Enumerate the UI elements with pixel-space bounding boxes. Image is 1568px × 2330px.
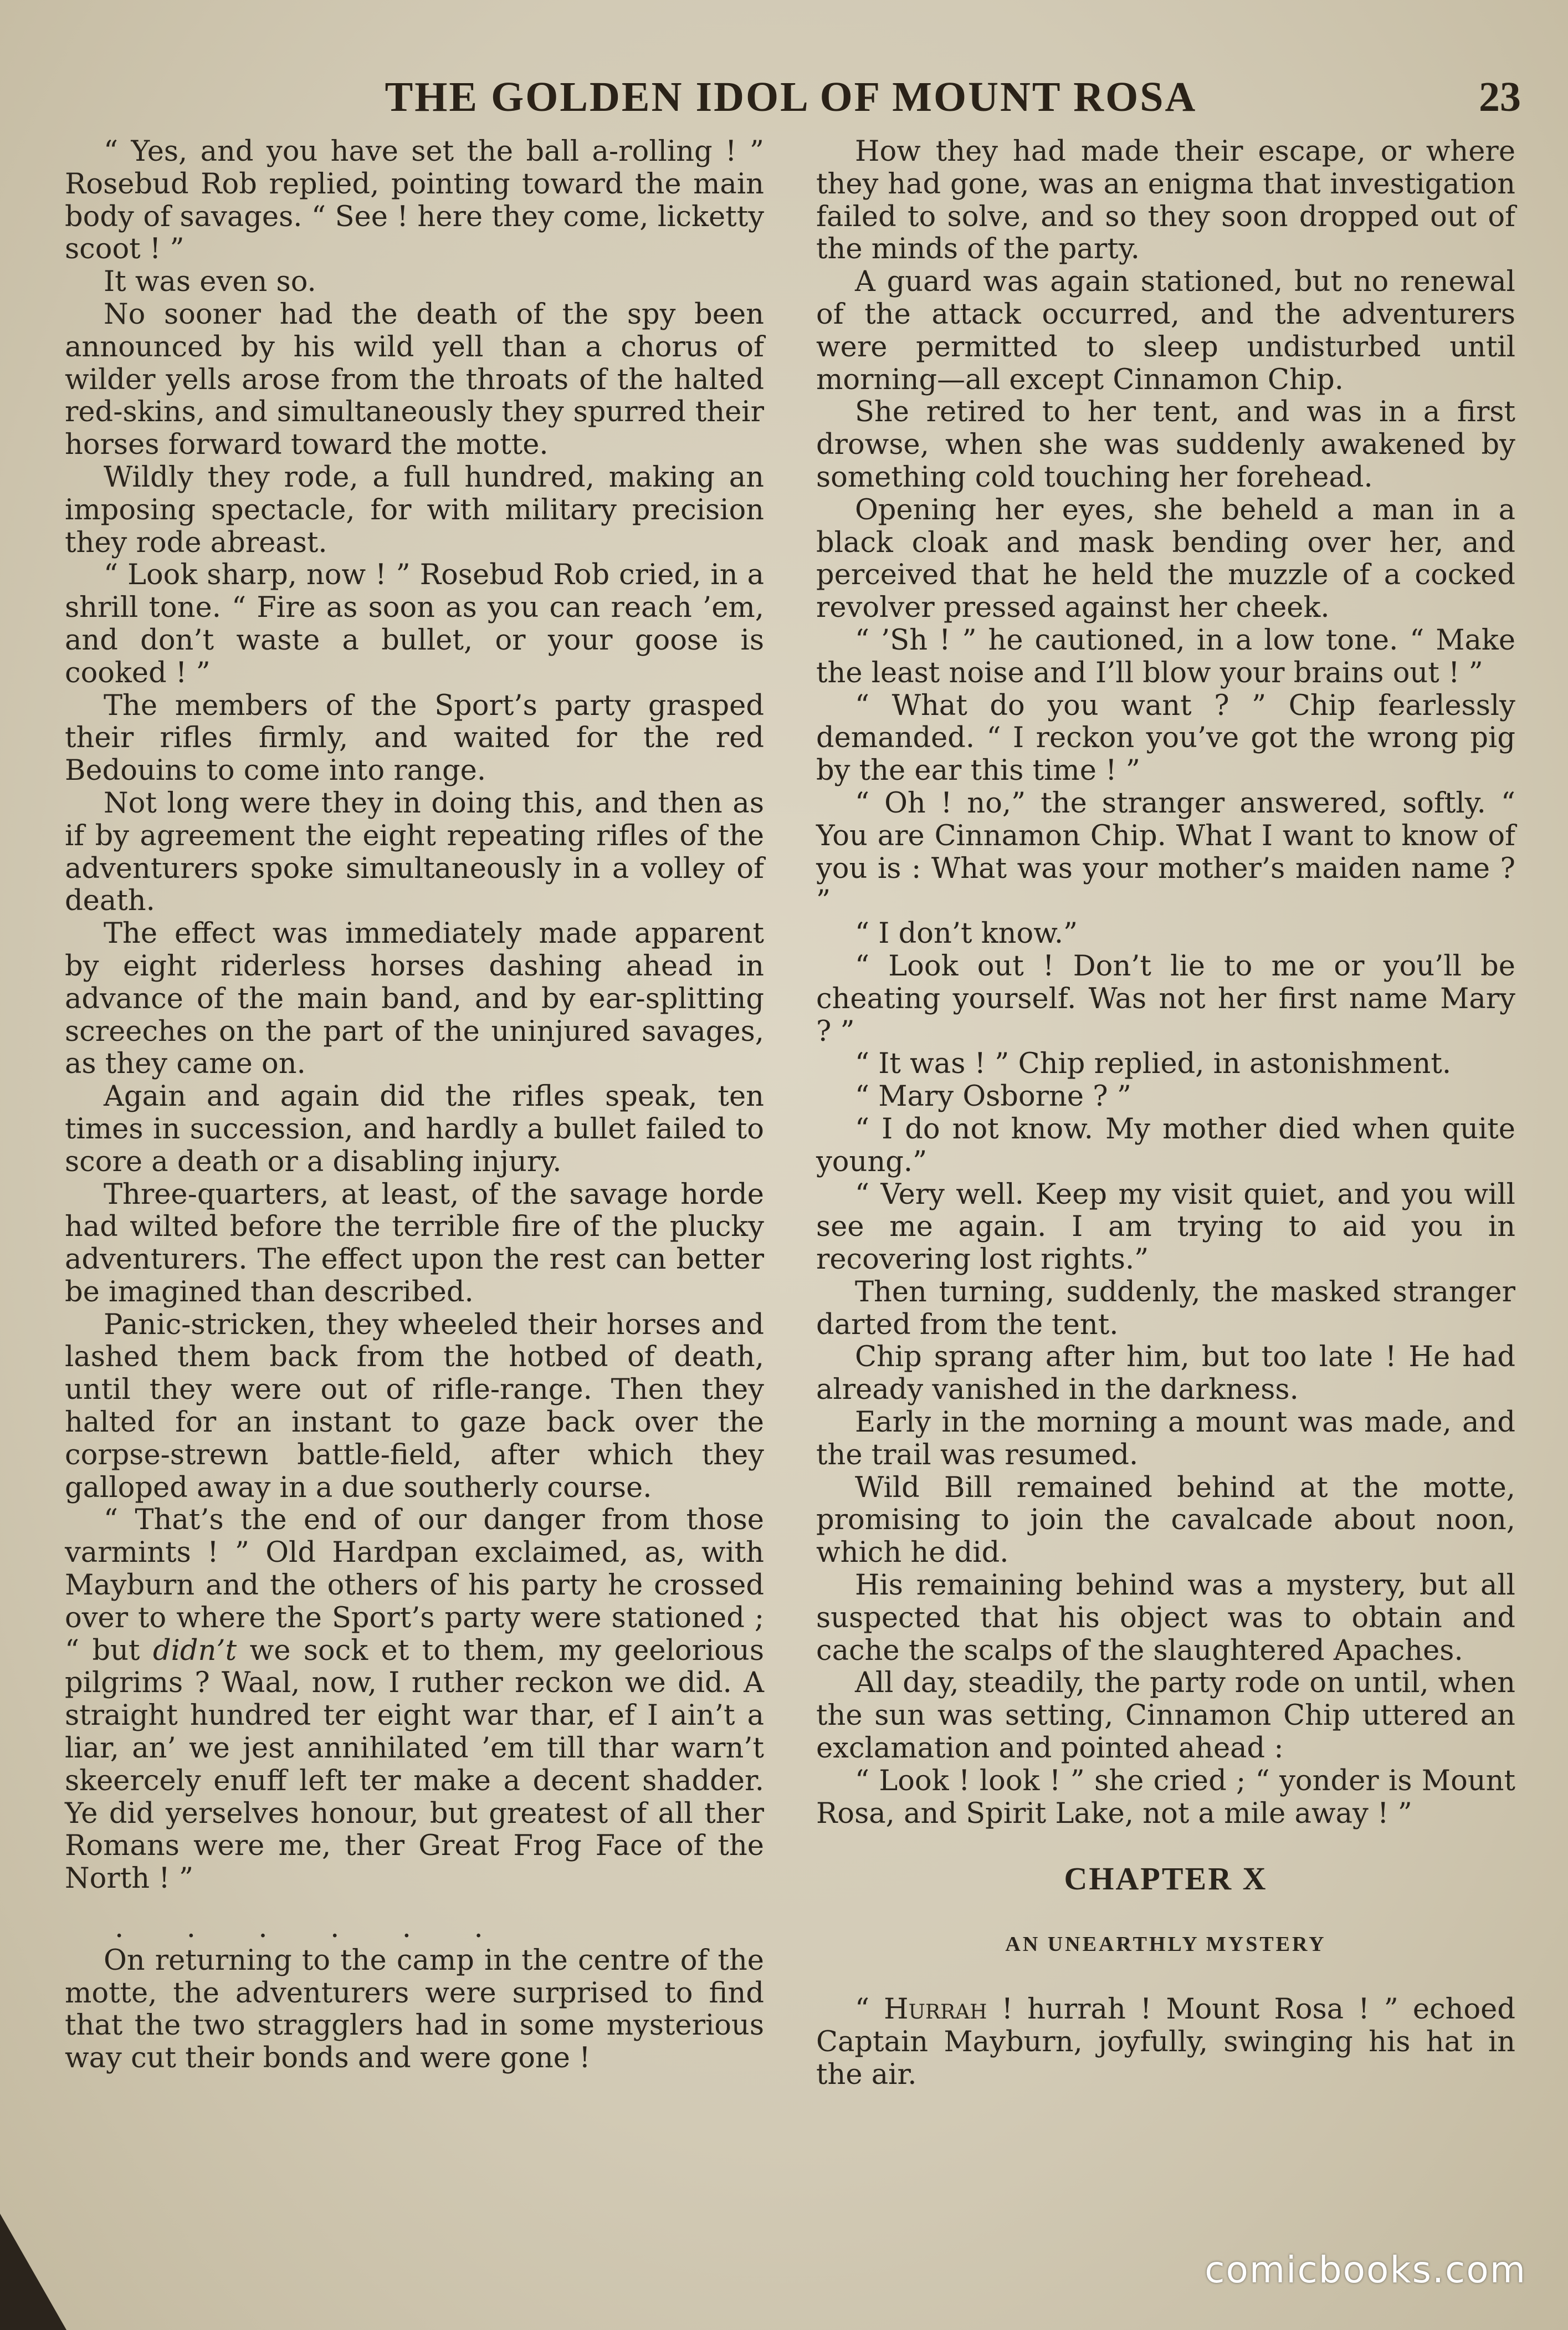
paragraph: No sooner had the death of the spy been announced by his wild yell than a chorus of wilder yells arose from the throats of the halted red-skins, and simultaneously they spurred their horses forward toward the motte. — [65, 298, 764, 462]
paragraph: Wildly they rode, a full hundred, making an imposing spectacle, for with military precision they rode abreast. — [65, 461, 764, 559]
paragraph: “ Look ! look ! ” she cried ; “ yonder is Mount Rosa, and Spirit Lake, not a mile away ! ” — [816, 1764, 1515, 1830]
section-gap — [816, 1895, 1515, 1928]
paragraph: The effect was immediately made apparent by eight riderless horses dashing ahead in advance of the main band, and by ear-splitting screeches on the part of the uninjured savages, as they came on. — [65, 917, 764, 1081]
text-run: “ That’s the end of our danger from those varmints ! ” Old Hardpan exclaimed, as, with Mayburn and the others of his party he crossed over to where the Sport’s party were stationed ; “ but — [65, 1504, 764, 1667]
paragraph: A guard was again stationed, but no renewal of the attack occurred, and the adventurers were permitted to sleep undisturbed until morning—all except Cinnamon Chip. — [816, 265, 1515, 396]
paragraph: “ Mary Osborne ? ” — [855, 1080, 1131, 1113]
emphasis-text: didn’t — [152, 1634, 237, 1667]
paragraph: Chip sprang after him, but too late ! He had already vanished in the darkness. — [816, 1341, 1515, 1407]
paragraph: “ It was ! ” Chip replied, in astonishment. — [855, 1048, 1452, 1081]
paragraph: “ What do you want ? ” Chip fearlessly demanded. “ I reckon you’ve got the wrong pig by the ear this time ! ” — [816, 689, 1515, 788]
chapter-subtitle: AN UNEARTHLY MYSTERY — [1005, 1933, 1326, 1956]
paragraph: “ Look sharp, now ! ” Rosebud Rob cried, in a shrill tone. “ Fire as soon as you can reach ’em, and don’t waste a bullet, or your goose is cooked ! ” — [65, 559, 764, 689]
section-gap — [65, 1895, 764, 1912]
watermark: comicbooks.com — [1205, 2249, 1526, 2291]
paragraph: She retired to her tent, and was in a first drowse, when she was suddenly awakened by something cold touching her forehead. — [816, 396, 1515, 494]
text-run: ! hurrah ! Mount Rosa ! ” echoed Captain Mayburn, joyfully, swinging his hat in the air. — [816, 1993, 1515, 2091]
running-header — [61, 73, 1521, 123]
section-break-dots: . . . . . . — [115, 1912, 483, 1945]
text-run: “ — [855, 1993, 884, 2026]
torn-corner — [0, 2214, 66, 2330]
paragraph: His remaining behind was a mystery, but all suspected that his object was to obtain and cache the scalps of the slaughtered Apaches. — [816, 1569, 1515, 1667]
paragraph: All day, steadily, the party rode on until, when the sun was setting, Cinnamon Chip uttered an exclamation and pointed ahead : — [816, 1667, 1515, 1765]
paragraph: Wild Bill remained behind at the motte, promising to join the cavalcade about noon, which he did. — [816, 1471, 1515, 1570]
paragraph: “ Very well. Keep my visit quiet, and you will see me again. I am trying to aid you in recovering lost rights.” — [816, 1178, 1515, 1276]
paragraph: Opening her eyes, she beheld a man in a black cloak and mask bending over her, and perceived that he held the muzzle of a cocked revolver pressed against her cheek. — [816, 493, 1515, 625]
paragraph: Then turning, suddenly, the masked stranger darted from the tent. — [816, 1275, 1515, 1341]
paragraph — [65, 1504, 764, 1895]
paragraph: “ Oh ! no,” the stranger answered, softly. “ You are Cinnamon Chip. What I want to know of you is : What was your mother’s maiden name ? ” — [816, 786, 1515, 918]
paragraph: “ Look out ! Don’t lie to me or you’ll be cheating yourself. Was not her first name Mary ? ” — [816, 949, 1515, 1048]
running-title: THE GOLDEN IDOL OF MOUNT ROSA — [385, 74, 1197, 120]
chapter-heading: CHAPTER X — [1064, 1861, 1268, 1897]
section-gap — [816, 1830, 1515, 1863]
paragraph: Not long were they in doing this, and then as if by agreement the eight repeating rifles of the adventurers spoke simultaneously in a volley of death. — [65, 786, 764, 918]
paragraph: Early in the morning a mount was made, and the trail was resumed. — [816, 1406, 1515, 1471]
paragraph: Panic-stricken, they wheeled their horses and lashed them back from the hotbed of death, until they were out of rifle-range. Then they halted for an instant to gaze back over the corpse-strewn battle-field, after which they galloped away in a due southerly course. — [65, 1308, 764, 1504]
paragraph: The members of the Sport’s party grasped their rifles firmly, and waited for the red Bedouins to come into range. — [65, 689, 764, 788]
paragraph: “ ’Sh ! ” he cautioned, in a low tone. “ Make the least noise and I’ll blow your brains out ! ” — [816, 624, 1515, 689]
section-gap — [816, 1961, 1515, 1994]
right-column — [816, 136, 1515, 2091]
paragraph: “ Yes, and you have set the ball a-rolling ! ” Rosebud Rob replied, pointing toward the main body of savages. “ See ! here they come, licketty scoot ! ” — [65, 135, 764, 266]
paragraph: How they had made their escape, or where they had gone, was an enigma that investigation failed to solve, and so they soon dropped out of the minds of the party. — [816, 135, 1515, 266]
paragraph: “ I do not know. My mother died when quite young.” — [816, 1112, 1515, 1178]
paragraph: It was even so. — [104, 265, 316, 299]
paragraph — [816, 1994, 1515, 2091]
paragraph: Again and again did the rifles speak, ten times in succession, and hardly a bullet failed to score a death or a disabling injury. — [65, 1080, 764, 1178]
small-caps-text: Hurrah — [884, 1993, 987, 2026]
paragraph: On returning to the camp in the centre of the motte, the adventurers were surprised to find that the two stragglers had in some mysterious way cut their bonds and were gone ! — [65, 1944, 764, 2075]
paragraph: “ I don’t know.” — [855, 917, 1078, 951]
text-run: we sock et to them, my geelorious pilgrims ? Waal, now, I ruther reckon we did. A straight hundred ter eight war thar, ef I ain’t a liar, an’ we jest annihilated ’em till thar warn’t skeercely enuff left ter make a decent shadder. Ye did yerselves honour, but greatest of all ther Romans were me, ther Great Frog Face of the North ! ” — [65, 1634, 764, 1895]
left-column — [65, 136, 764, 2075]
page-number: 23 — [1479, 74, 1521, 120]
paragraph: Three-quarters, at least, of the savage horde had wilted before the terrible fire of the plucky adventurers. The effect upon the rest can better be imagined than described. — [65, 1178, 764, 1309]
